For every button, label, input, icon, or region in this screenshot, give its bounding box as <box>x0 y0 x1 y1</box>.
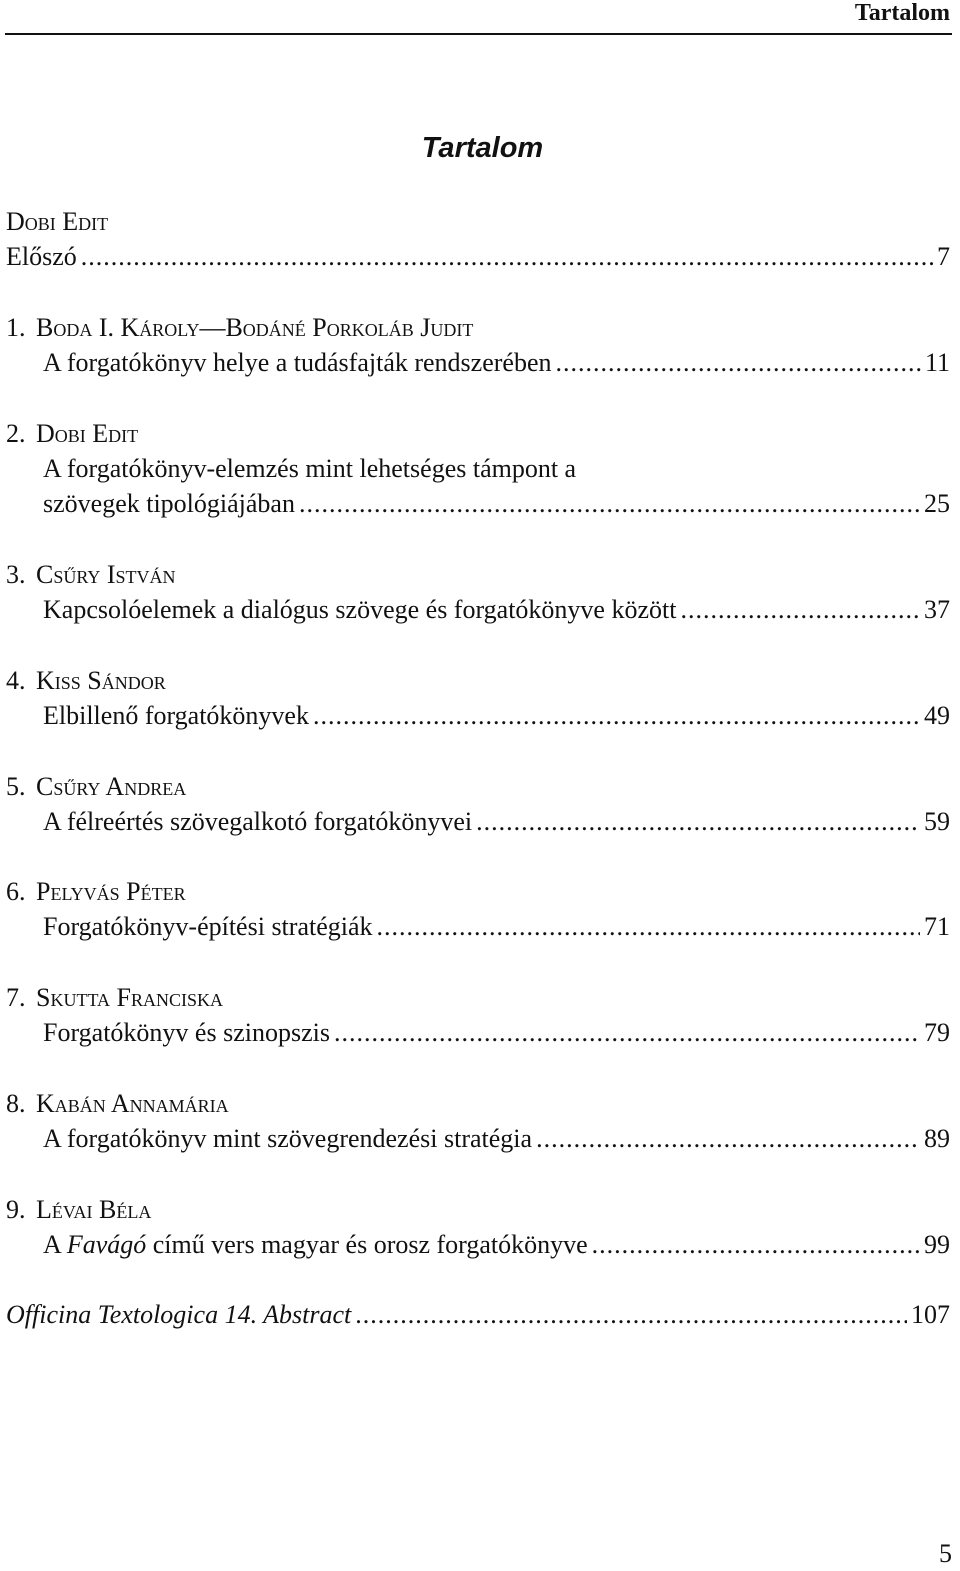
abstract-title: Officina Textologica 14. Abstract <box>6 1300 352 1329</box>
entry-number: 6. <box>6 877 26 906</box>
entry-8-header <box>6 1089 229 1119</box>
running-head: Tartalom <box>854 0 950 26</box>
toc-entry-2[interactable] <box>43 489 950 519</box>
entry-author: Kabán Annamária <box>36 1089 229 1118</box>
preface-title: Előszó <box>6 242 77 271</box>
page-number: 49 <box>924 701 950 730</box>
dot-leader <box>81 242 933 272</box>
page-number: 107 <box>911 1300 950 1329</box>
entry-title: Elbillenő forgatókönyvek <box>43 701 309 730</box>
entry-7-header <box>6 983 223 1013</box>
dot-leader <box>476 807 920 837</box>
entry-number: 8. <box>6 1089 26 1118</box>
page-folio: 5 <box>939 1539 952 1568</box>
dot-leader <box>355 1300 907 1330</box>
page-number: 99 <box>924 1230 950 1259</box>
entry-number: 4. <box>6 666 26 695</box>
dot-leader <box>313 701 920 731</box>
entry-title: Forgatókönyv-építési stratégiák <box>43 912 373 941</box>
entry-title: szövegek tipológiájában <box>43 489 295 518</box>
entry-number: 9. <box>6 1195 26 1224</box>
toc-entry-8[interactable] <box>43 1124 950 1154</box>
entry-1-header <box>6 313 473 343</box>
entry-5-header <box>6 772 186 802</box>
entry-title: Kapcsolóelemek a dialógus szövege és forgatókönyve között <box>43 595 677 624</box>
toc-entry-5[interactable] <box>43 807 950 837</box>
toc-entry-abstract[interactable] <box>6 1300 950 1330</box>
entry-number: 1. <box>6 313 26 342</box>
entry-number: 3. <box>6 560 26 589</box>
entry-number: 5. <box>6 772 26 801</box>
preface-author: Dobi Edit <box>6 207 109 236</box>
toc-entry-preface[interactable] <box>6 242 950 272</box>
page-number: 71 <box>924 912 950 941</box>
dot-leader <box>536 1124 920 1154</box>
entry-title-line: A forgatókönyv-elemzés mint lehetséges támpont a <box>43 454 577 483</box>
page-number: 25 <box>924 489 950 518</box>
dot-leader <box>377 912 920 942</box>
entry-number: 7. <box>6 983 26 1012</box>
entry-author: Skutta Franciska <box>36 983 223 1012</box>
toc-entry-7[interactable] <box>43 1018 950 1048</box>
page-number: 59 <box>924 807 950 836</box>
entry-4-header <box>6 666 166 696</box>
toc-entry-9[interactable] <box>43 1230 950 1260</box>
entry-title: A félreértés szövegalkotó forgatókönyvei <box>43 807 473 836</box>
title-pre: A <box>43 1230 67 1259</box>
page-number: 7 <box>937 242 950 271</box>
entry-title: A forgatókönyv mint szövegrendezési stratégia <box>43 1124 533 1153</box>
entry-author: Kiss Sándor <box>36 666 166 695</box>
entry-author: Csűry István <box>36 560 176 589</box>
toc-entry-6[interactable] <box>43 912 950 942</box>
entry-author: Boda I. Károly—Bodáné Porkoláb Judit <box>36 313 474 342</box>
title-post: című vers magyar és orosz forgatókönyve <box>146 1230 588 1259</box>
dot-leader <box>592 1230 920 1260</box>
page-number: 89 <box>924 1124 950 1153</box>
dot-leader <box>299 489 920 519</box>
entry-2-header <box>6 419 138 449</box>
toc-entry-4[interactable] <box>43 701 950 731</box>
header-rule <box>5 33 952 35</box>
page-number: 37 <box>924 595 950 624</box>
dot-leader <box>334 1018 920 1048</box>
entry-number: 2. <box>6 419 26 448</box>
entry-author: Lévai Béla <box>36 1195 152 1224</box>
entry-6-header <box>6 877 186 907</box>
entry-9-header <box>6 1195 151 1225</box>
entry-author: Dobi Edit <box>36 419 139 448</box>
entry-title: A forgatókönyv helye a tudásfajták rendszerében <box>43 348 552 377</box>
dot-leader <box>556 348 921 378</box>
page-title: Tartalom <box>421 132 544 164</box>
page-number: 79 <box>924 1018 950 1047</box>
entry-author: Pelyvás Péter <box>36 877 186 906</box>
toc-entry-3[interactable] <box>43 595 950 625</box>
entry-title: Forgatókönyv és szinopszis <box>43 1018 330 1047</box>
entry-title <box>43 1230 588 1260</box>
toc-entry-1[interactable] <box>43 348 950 378</box>
entry-3-header <box>6 560 176 590</box>
page-number: 11 <box>924 348 950 377</box>
entry-author: Csűry Andrea <box>36 772 187 801</box>
dot-leader <box>680 595 920 625</box>
title-italic: Favágó <box>66 1230 147 1259</box>
